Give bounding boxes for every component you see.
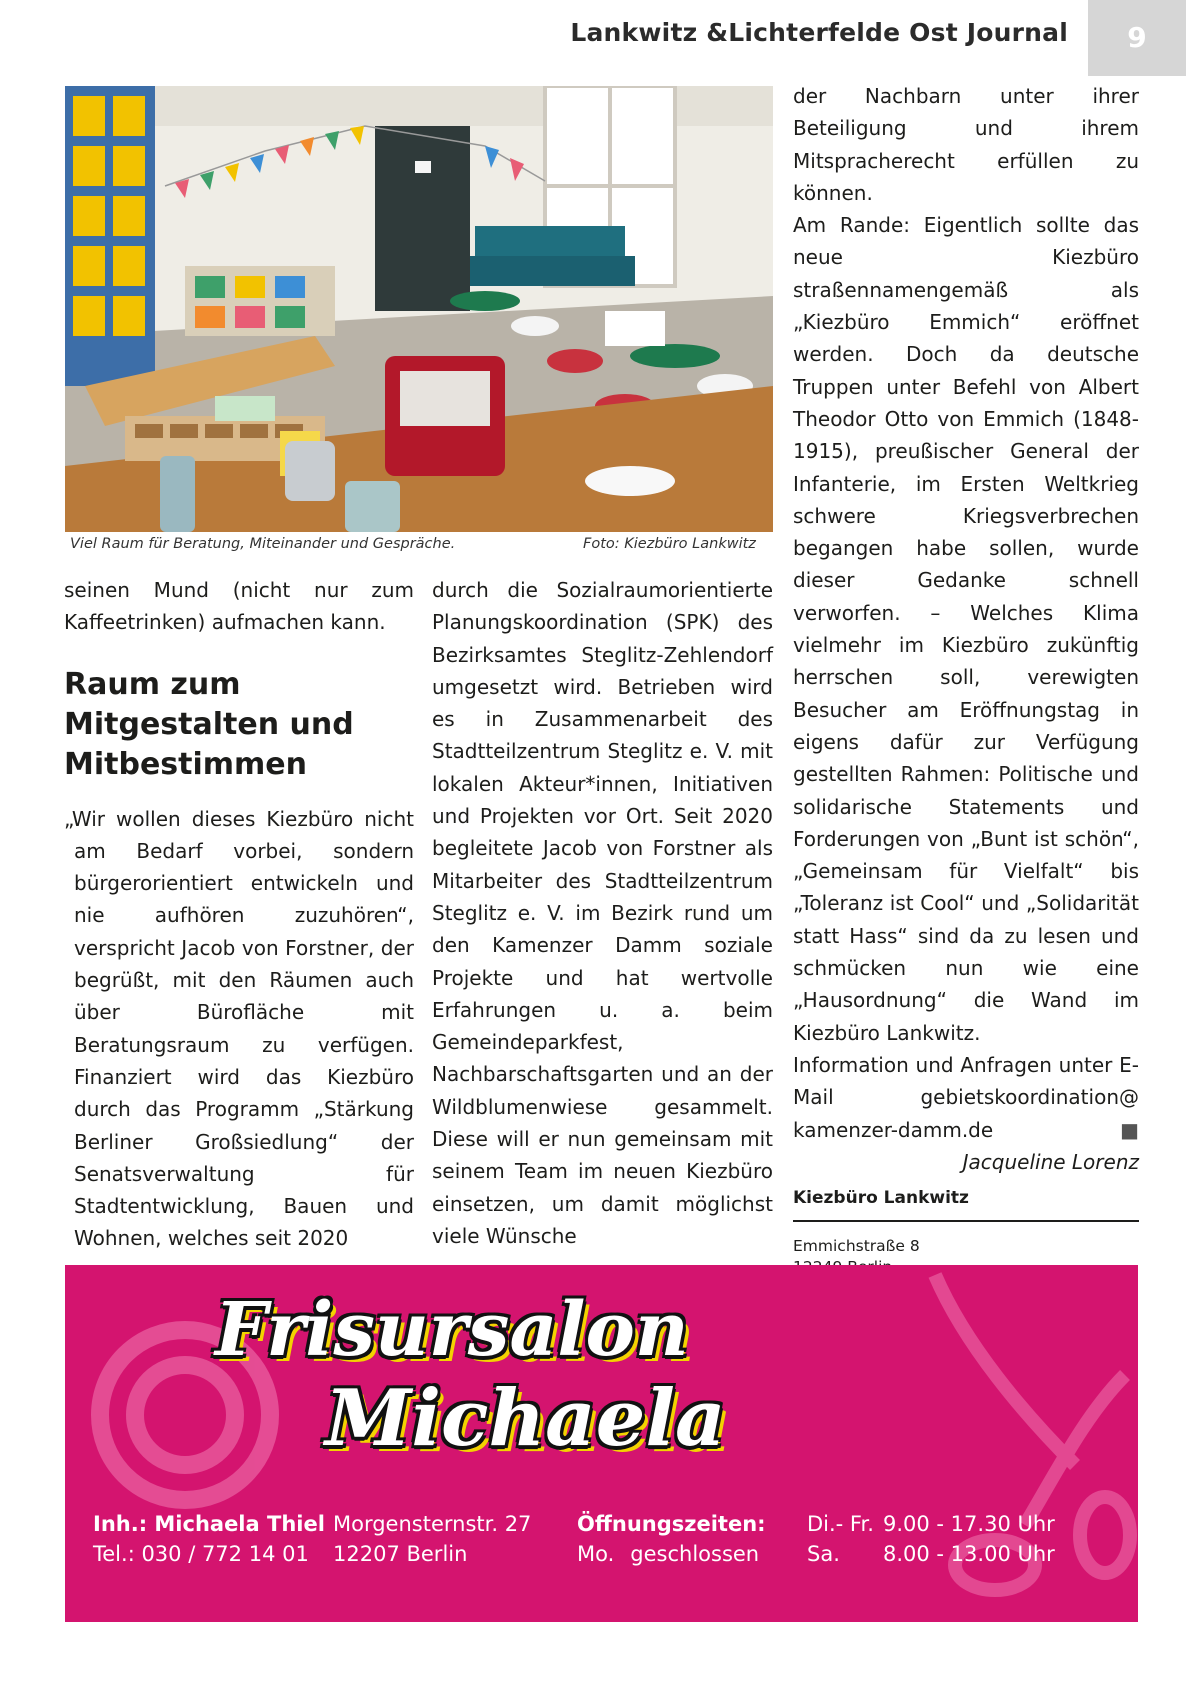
column-3-body-2: Am Rande: Eigentlich sollte das neue Kiezbüro straßennamengemäß als „Kiezbüro Emmich“ eröffnet werden. Doch da deutsche Truppen unter Befehl von Albert Theodor Otto von Emmich (1848-1915), preußischer General der Infanterie, im Ersten Weltkrieg schwere Kriegsverbrechen begangen habe sollen, wurde dieser Gedanke schnell verworfen. – Welches Klima vielmehr im Kiezbüro zukünftig herrschen soll, verewigten Besucher am Eröffnungstag in eigens dafür zur Verfügung gestellten Rahmen: Politische und solidarische Statements und Forderungen von „Bunt ist schön“, „Gemeinsam für Vielfalt“ bis „Toleranz ist Cool“ und „Solidarität statt Hass“ sind da zu lesen und schmücken nun wie eine „Hausordnung“ die Wand im Kiezbüro Lankwitz. [793, 213, 1139, 1045]
infobox-street: Emmichstraße 8 [793, 1237, 920, 1256]
journal-title: Lankwitz &Lichterfelde Ost Journal [570, 18, 1068, 47]
ad-weekday-label: Di.- Fr. [807, 1512, 874, 1536]
ad-weekday-hours: 9.00 - 17.30 Uhr [883, 1512, 1055, 1536]
infobox [793, 1182, 1139, 1278]
ad-hours-label: Öffnungszeiten: [577, 1512, 766, 1536]
column-1-body: „Wir wollen dieses Kiezbüro nicht am Bedarf vorbei, sondern bürgerorientiert entwickeln und nie aufhören zuzuhören“, verspricht Jacob von Forstner, der begrüßt, mit den Räumen auch über Bürofläche mit Beratungsraum zu verfügen. Finanziert wird das Kiezbüro durch das Programm „Stärkung Berliner Großsiedlung“ der Senatsverwaltung für Stadtentwicklung, Bauen und Wohnen, welches seit 2020 [64, 806, 414, 1251]
ad-owner: Inh.: Michaela Thiel [93, 1512, 325, 1536]
ad-street: Morgensternstr. 27 [333, 1512, 532, 1536]
author-signature: Jacqueline Lorenz [962, 1149, 1139, 1174]
column-1-intro: seinen Mund (nicht nur zum Kaffeetrinken) aufmachen kann. [64, 578, 414, 635]
ad-schedule-block [807, 1509, 1055, 1569]
article-column-3 [793, 80, 1139, 1278]
section-heading: Raum zum Mitgestalten und Mitbestimmen [64, 666, 354, 782]
column-3-body-1: der Nachbarn unter ihrer Beteiligung und ihrem Mitspracherecht erfüllen zu können. [793, 84, 1139, 205]
office-room-illustration [65, 86, 773, 532]
page-number: 9 [1088, 0, 1186, 76]
column-2-body: durch die Sozialraumorientierte Planungskoordination (SPK) des Bezirksamtes Steglitz-Zehlendorf umgesetzt wird. Betrieben wird es in Zusammenarbeit des Stadtteilzentrum Steglitz e. V. mit lokalen Akteur*innen, Initiativen und Projekten vor Ort. Seit 2020 begleitete Jacob von Forstner als Mitarbeiter des Stadtteilzentrum Steglitz e. V. im Bezirk rund um den Kamenzer Damm soziale Projekte und hat wertvolle Erfahrungen u. a. beim Gemeindeparkfest, Nachbarschaftsgarten und an der Wildblumenwiese gesammelt. Diese will er nun gemeinsam mit seinem Team im neuen Kiezbüro einsetzen, um damit möglichst viele Wünsche [432, 578, 773, 1248]
salon-name-line-1: Frisursalon [215, 1287, 689, 1373]
contact-text: Information und Anfragen unter E-Mail gebietskoordination@ kamenzer-damm.de [793, 1052, 1139, 1142]
ad-owner-block [93, 1509, 325, 1569]
office-photo [65, 86, 773, 532]
ad-closed-day: Mo. [577, 1542, 615, 1566]
ad-city: 12207 Berlin [333, 1542, 468, 1566]
article-column-1 [64, 574, 414, 1255]
ad-hours-block [577, 1509, 766, 1569]
ad-saturday-label: Sa. [807, 1542, 840, 1566]
column-3-contact [793, 1049, 1139, 1146]
article-column-2 [432, 574, 773, 1252]
ad-phone: Tel.: 030 / 772 14 01 [93, 1542, 309, 1566]
infobox-title: Kiezbüro Lankwitz [793, 1182, 1139, 1222]
end-mark: ■ [1120, 1117, 1139, 1142]
photo-caption: Viel Raum für Beratung, Miteinander und Gespräche. [70, 536, 456, 552]
ad-address-block [333, 1509, 531, 1569]
ad-closed-text: geschlossen [630, 1542, 760, 1566]
salon-name-line-2: Michaela [325, 1373, 726, 1464]
salon-advertisement [65, 1265, 1138, 1622]
photo-credit: Foto: Kiezbüro Lankwitz [583, 536, 756, 552]
ad-saturday-hours: 8.00 - 13.00 Uhr [883, 1542, 1055, 1566]
